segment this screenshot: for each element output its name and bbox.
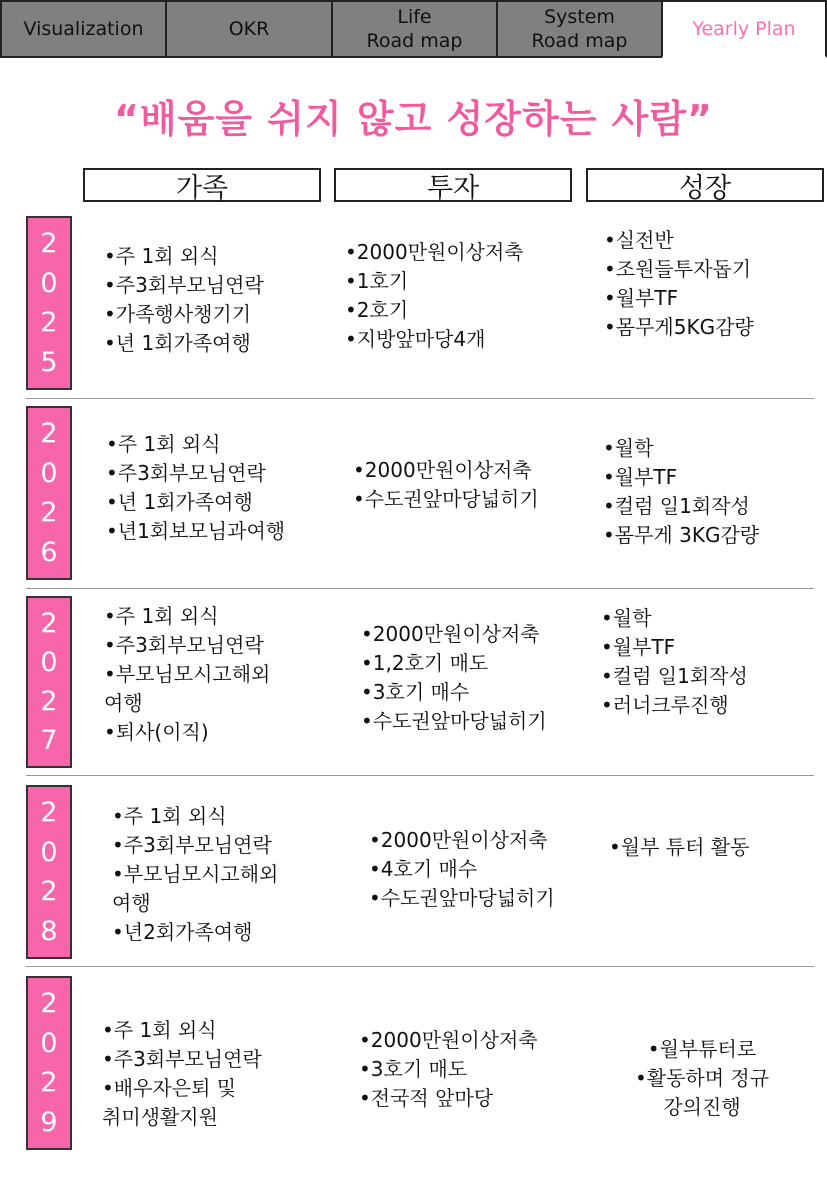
list-item: •컬럼 일1회작성 (601, 664, 748, 688)
column-header-family: 가족 (83, 168, 321, 202)
tab-bar (0, 0, 827, 58)
growth-plan-2025 (604, 226, 754, 342)
year-digit: 0 (40, 457, 58, 489)
list-item: •주 1회 외식 (102, 1018, 217, 1042)
year-digit: 2 (40, 228, 58, 260)
list-item: •지방앞마당4개 (345, 327, 486, 351)
invest-plan-2029 (359, 1026, 538, 1113)
year-digit: 2 (40, 876, 58, 908)
list-item: •년1회보모님과여행 (106, 519, 286, 543)
list-item: 취미생활지원 (102, 1105, 218, 1129)
year-digit: 8 (40, 915, 58, 947)
list-item: 강의진행 (663, 1095, 741, 1119)
list-item: •3호기 매도 (359, 1057, 468, 1081)
page-title: “배움을 쉬지 않고 성장하는 사람” (113, 97, 714, 141)
list-item: •수도권앞마당넓히기 (353, 487, 539, 511)
list-item: •배우자은퇴 및 (102, 1076, 237, 1100)
invest-plan-2025 (345, 238, 524, 354)
year-digit: 2 (40, 307, 58, 339)
year-digit: 2 (40, 418, 58, 450)
year-digit: 2 (40, 686, 58, 717)
year-digit: 6 (40, 536, 58, 568)
list-item: •2000만원이상저축 (369, 828, 548, 852)
growth-plan-2028 (609, 833, 749, 862)
list-item: •2000만원이상저축 (353, 458, 532, 482)
list-item: •몸무게 3KG감량 (603, 523, 760, 547)
growth-plan-2027 (601, 604, 748, 720)
tab-visualization[interactable]: Visualization (0, 0, 166, 58)
year-digit: 2 (40, 497, 58, 529)
list-item: •활동하며 정규 (634, 1066, 770, 1090)
invest-plan-2026 (353, 456, 539, 514)
list-item: •월부TF (604, 286, 679, 310)
year-label-2025 (26, 216, 72, 390)
list-item: •2000만원이상저축 (359, 1028, 538, 1052)
list-item: •월부TF (601, 635, 676, 659)
growth-plan-2026 (603, 434, 759, 550)
list-item: •주 1회 외식 (112, 804, 227, 828)
list-item: •몸무게5KG감량 (604, 315, 754, 339)
year-label-2026 (26, 406, 72, 580)
list-item: •1호기 (345, 269, 409, 293)
year-digit: 9 (40, 1106, 58, 1138)
list-item: •2000만원이상저축 (345, 240, 524, 264)
list-item: •조원들투자돕기 (604, 257, 752, 281)
growth-plan-2029 (612, 1035, 792, 1122)
family-plan-2025 (104, 242, 264, 358)
year-label-2029 (26, 976, 72, 1150)
column-header-growth: 성장 (586, 168, 824, 202)
list-item: •년2회가족여행 (112, 920, 253, 944)
invest-plan-2028 (369, 826, 555, 913)
list-item: •2000만원이상저축 (361, 622, 540, 646)
invest-plan-2027 (361, 620, 547, 736)
year-digit: 5 (40, 346, 58, 378)
list-item: •년 1회가족여행 (106, 490, 253, 514)
list-item: •월학 (603, 436, 654, 460)
list-item: •주3회부모님연락 (102, 1047, 262, 1071)
tab-life-road-map[interactable]: Life Road map (332, 0, 497, 58)
year-digit: 0 (40, 1027, 58, 1059)
list-item: •월부TF (603, 465, 678, 489)
list-item: •주3회부모님연락 (106, 461, 266, 485)
list-item: 여행 (112, 891, 151, 915)
list-item: •월부 튜터 활동 (609, 835, 750, 859)
list-item: •수도권앞마당넓히기 (369, 886, 555, 910)
year-digit: 2 (40, 1067, 58, 1099)
year-label-2028 (26, 785, 72, 959)
year-digit: 7 (40, 725, 58, 756)
list-item: •실전반 (604, 228, 674, 252)
list-item: •러너크루진행 (601, 693, 729, 717)
list-item: •3호기 매수 (361, 680, 470, 704)
year-digit: 0 (40, 267, 58, 299)
year-label-2027 (26, 596, 72, 768)
family-plan-2027 (104, 602, 270, 747)
list-item: •4호기 매수 (369, 857, 478, 881)
list-item: •퇴사(이직) (104, 720, 209, 744)
list-item: •주 1회 외식 (104, 244, 219, 268)
year-digit: 2 (40, 988, 58, 1020)
list-item: •컬럼 일1회작성 (603, 494, 750, 518)
year-digit: 2 (40, 797, 58, 829)
year-digit: 2 (40, 608, 58, 639)
year-digit: 0 (40, 836, 58, 868)
column-header-invest: 투자 (334, 168, 572, 202)
tab-okr[interactable]: OKR (166, 0, 332, 58)
list-item: •주3회부모님연락 (112, 833, 272, 857)
list-item: •수도권앞마당넓히기 (361, 709, 547, 733)
list-item: •월부튜터로 (647, 1037, 757, 1061)
family-plan-2029 (102, 1016, 262, 1132)
list-item: •부모님모시고해외 (112, 862, 279, 886)
list-item: •주3회부모님연락 (104, 633, 264, 657)
list-item: •주3회부모님연락 (104, 273, 264, 297)
family-plan-2026 (106, 430, 285, 546)
year-digit: 0 (40, 647, 58, 678)
tab-system-road-map[interactable]: System Road map (497, 0, 662, 58)
row-divider (26, 398, 814, 399)
list-item: •주 1회 외식 (106, 432, 221, 456)
list-item: •월학 (601, 606, 652, 630)
tab-yearly-plan[interactable]: Yearly Plan (662, 0, 827, 58)
row-divider (26, 775, 814, 776)
list-item: •년 1회가족여행 (104, 331, 251, 355)
row-divider (26, 588, 814, 589)
list-item: •가족행사챙기기 (104, 302, 252, 326)
family-plan-2028 (112, 802, 278, 947)
list-item: •1,2호기 매도 (361, 651, 489, 675)
list-item: •부모님모시고해외 (104, 662, 271, 686)
list-item: 여행 (104, 691, 143, 715)
list-item: •2호기 (345, 298, 409, 322)
list-item: •전국적 앞마당 (359, 1086, 494, 1110)
list-item: •주 1회 외식 (104, 604, 219, 628)
row-divider (26, 966, 814, 967)
